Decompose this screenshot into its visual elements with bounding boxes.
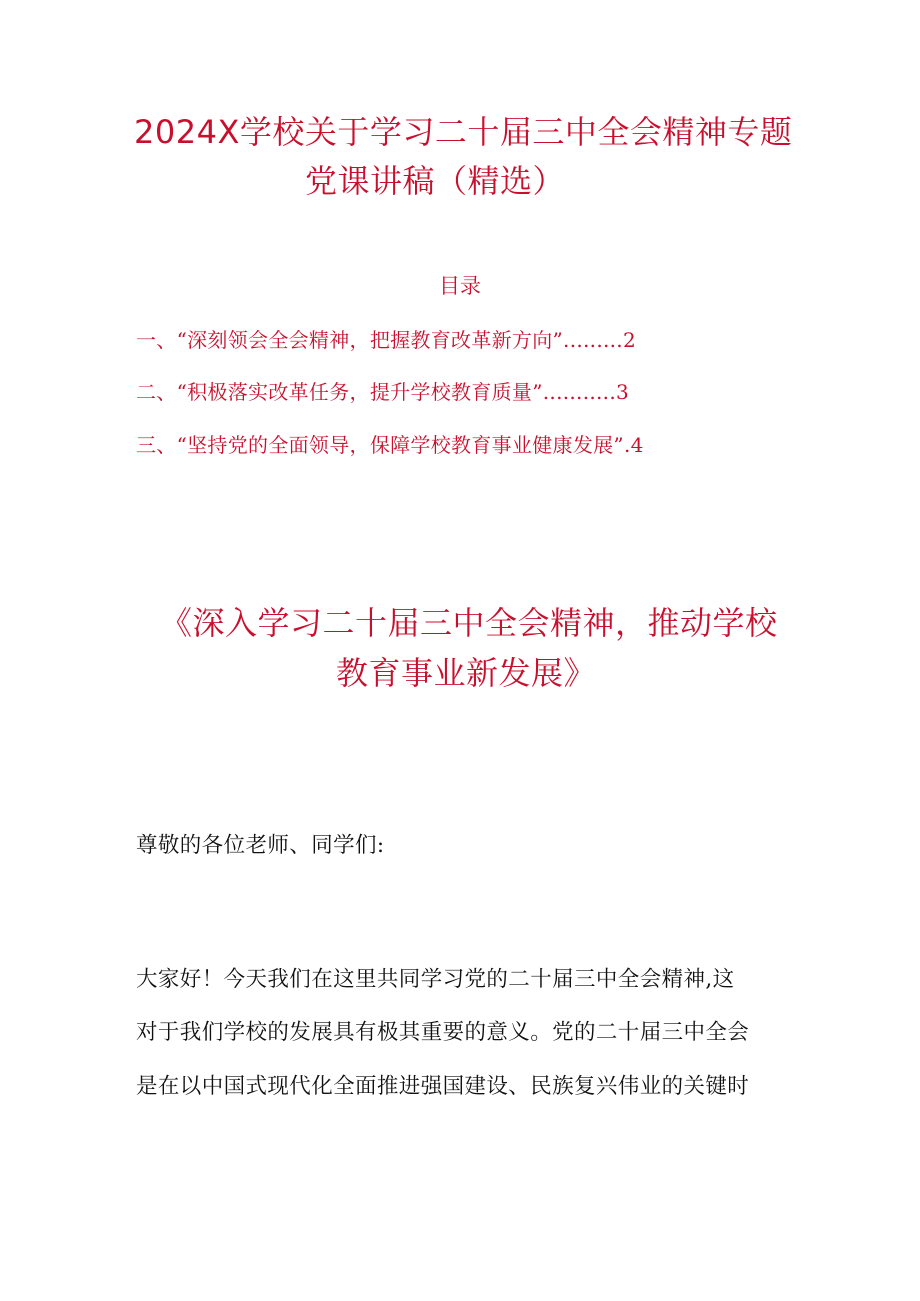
- speech-title-line-2: 教育事业新发展》: [336, 654, 597, 692]
- paragraph-line: 大家好！今天我们在这里共同学习党的二十届三中全会精神,这: [136, 967, 735, 992]
- toc-item-text: 二、“积极落实改革任务，提升学校教育质量”...........: [136, 380, 616, 404]
- toc-heading: 目录: [439, 274, 481, 298]
- toc-item[interactable]: [136, 324, 636, 353]
- toc-item[interactable]: [136, 376, 629, 405]
- document-title-line-1: 2024X学校关于学习二十届三中全会精神专题: [134, 113, 793, 151]
- toc-item-page: 4: [630, 433, 644, 457]
- speech-title-line-1: 《深入学习二十届三中全会精神，推动学校: [160, 604, 778, 642]
- paragraph-line: 是在以中国式现代化全面推进强国建设、民族复兴伟业的关键时: [136, 1074, 750, 1099]
- paragraph-line: 对于我们学校的发展具有极其重要的意义。党的二十届三中全会: [136, 1020, 750, 1045]
- toc-item-text: 一、“深刻领会全会精神，把握教育改革新方向”.........: [136, 328, 623, 352]
- toc-item-text: 三、“坚持党的全面领导，保障学校教育事业健康发展”.: [136, 433, 631, 457]
- toc-item-page: 2: [622, 328, 636, 352]
- salutation: 尊敬的各位老师、同学们:: [136, 833, 385, 858]
- toc-item-page: 3: [615, 380, 630, 404]
- document-title-line-2: 党课讲稿（精选）: [305, 162, 566, 200]
- toc-item[interactable]: [136, 429, 644, 458]
